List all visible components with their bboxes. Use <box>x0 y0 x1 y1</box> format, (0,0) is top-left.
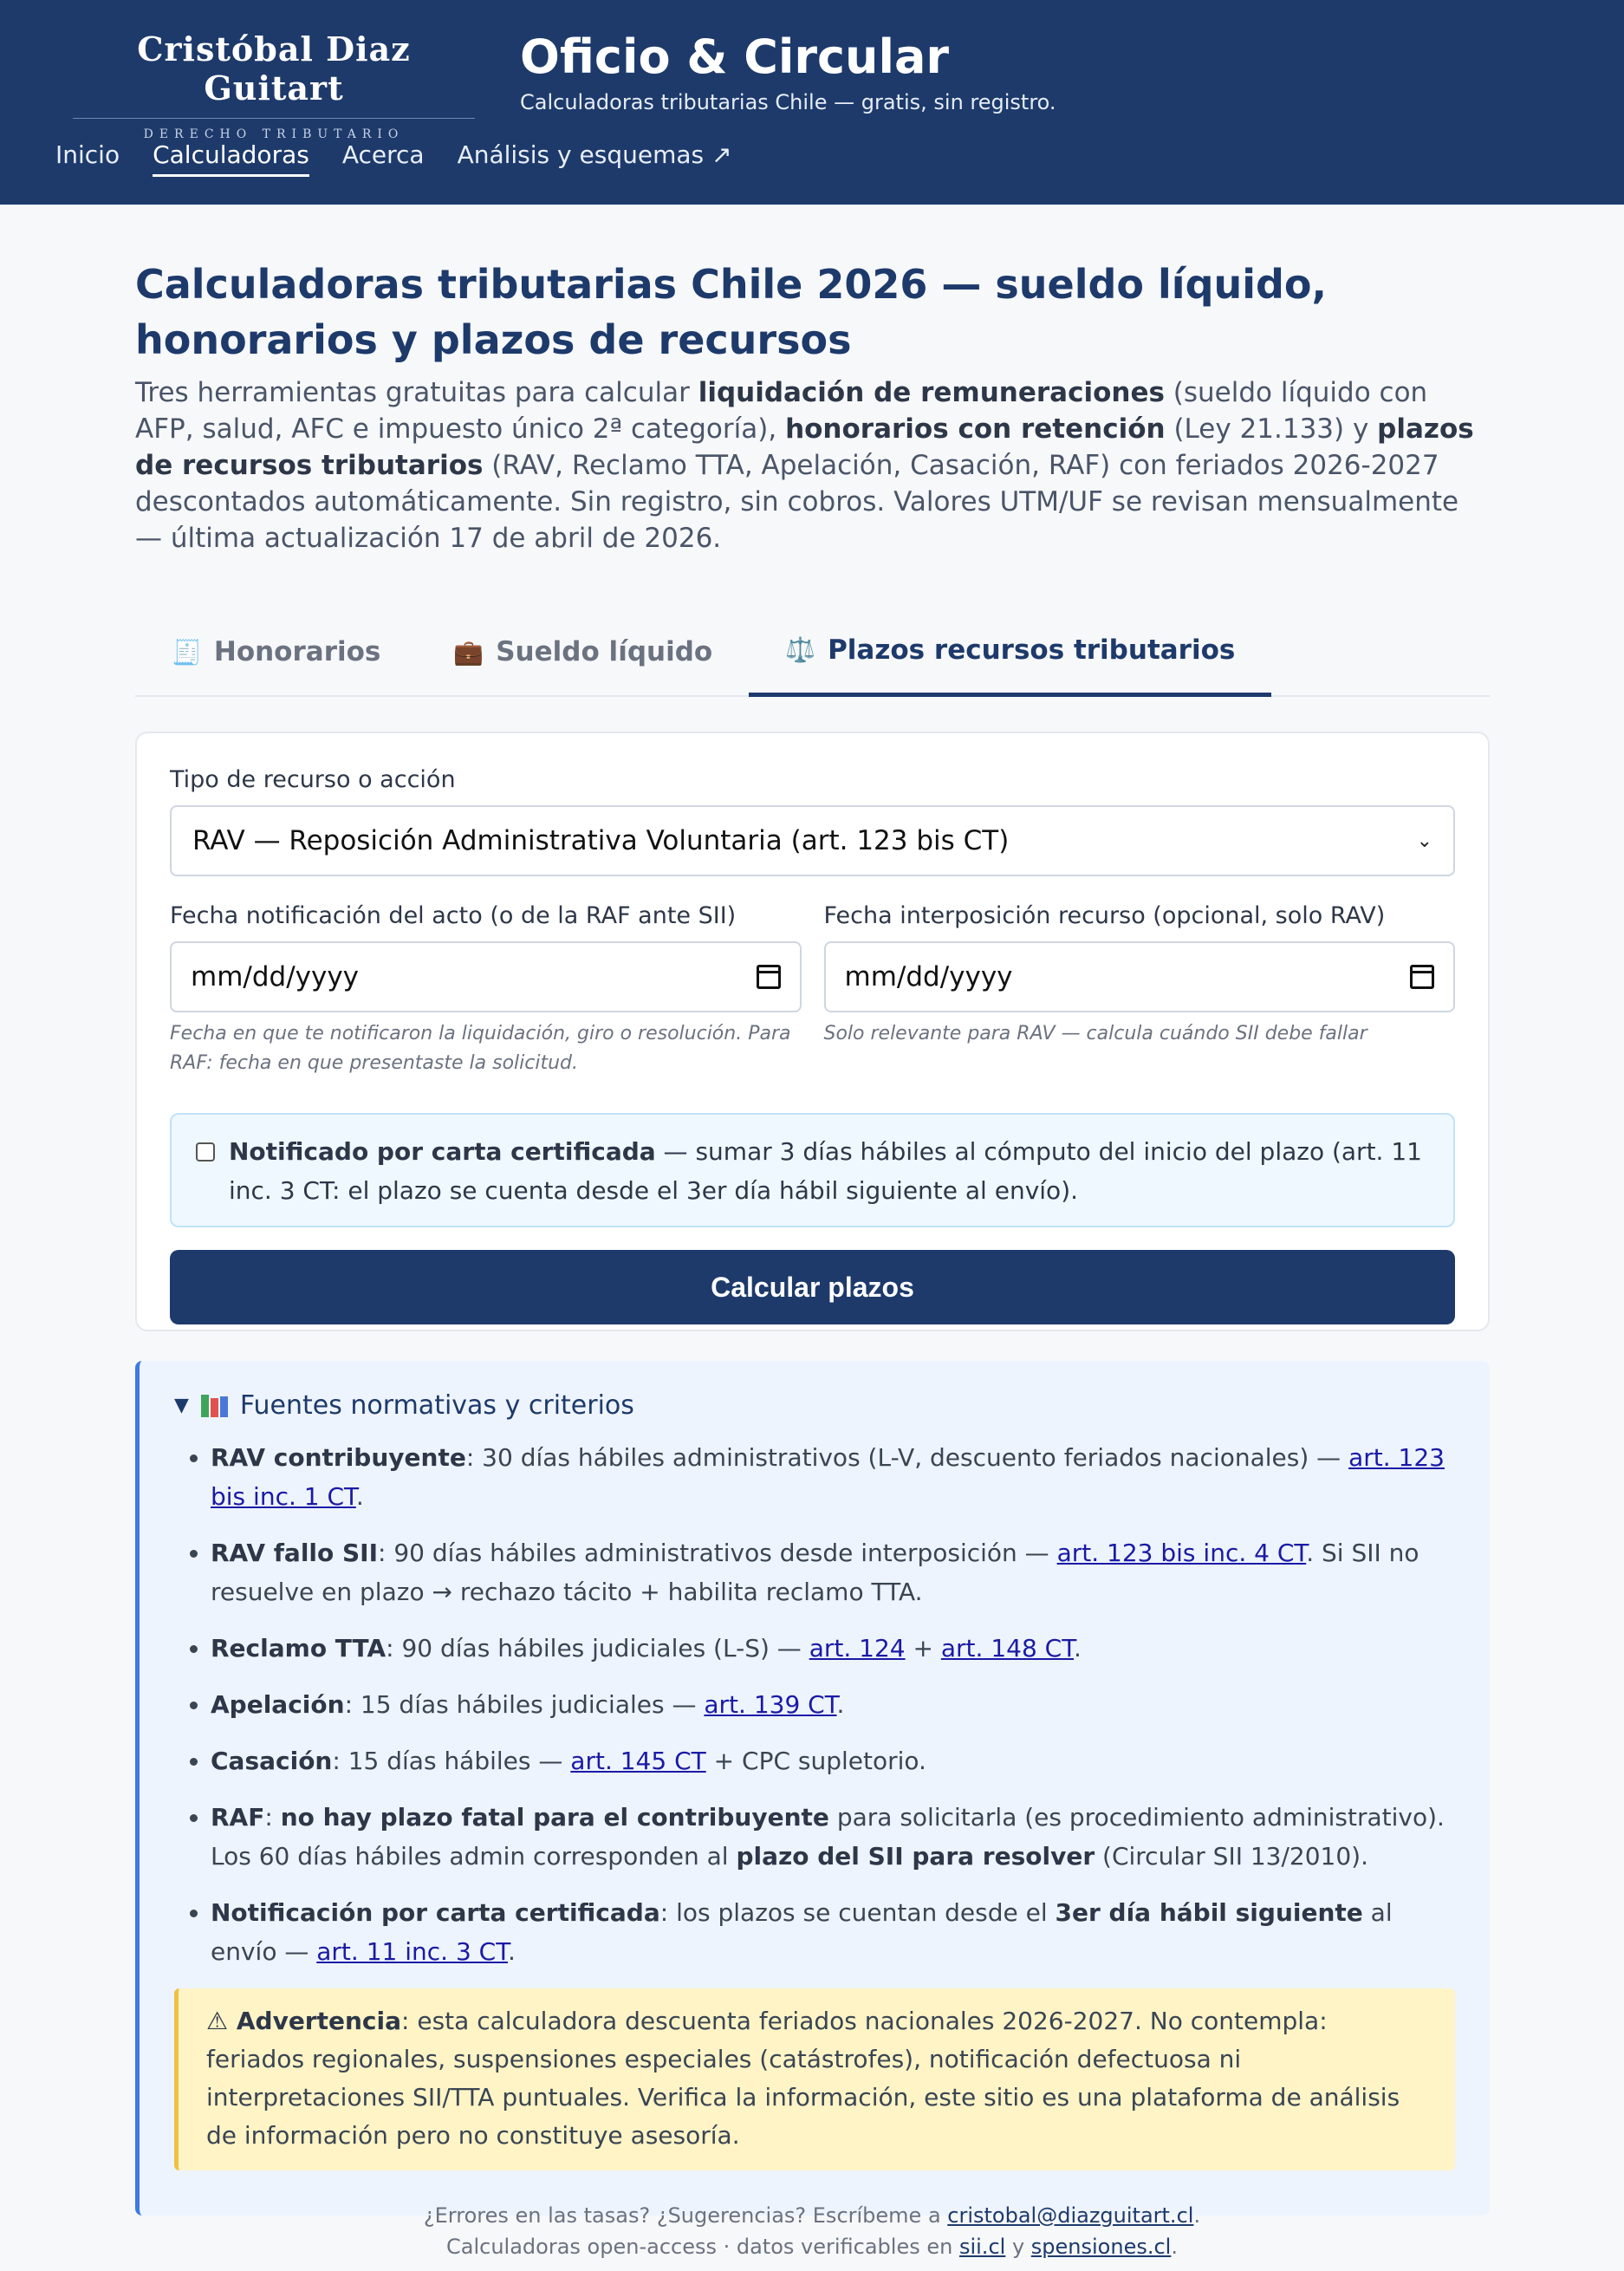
date-fields-row <box>170 902 1455 1078</box>
triangle-down-icon: ▼ <box>174 1395 189 1416</box>
law-link[interactable]: art. 11 inc. 3 CT <box>316 1937 509 1966</box>
fuentes-title: Fuentes normativas y criterios <box>239 1390 634 1421</box>
item-text: para solicitarla (es procedimiento administrativo). Los 60 días hábiles admin corresponden al <box>211 1803 1445 1871</box>
item-text: . <box>1074 1634 1082 1663</box>
law-link[interactable]: art. 123 bis inc. 4 CT <box>1056 1539 1307 1567</box>
item-text: : 90 días hábiles judiciales (L-S) — <box>386 1634 809 1663</box>
item-title: Reclamo TTA <box>211 1634 387 1663</box>
nav-link-acerca[interactable]: Acerca <box>341 140 425 169</box>
item-text: + <box>905 1634 941 1663</box>
list-item <box>211 1533 1455 1611</box>
fecha-interposicion-help: Solo relevante para RAV — calcula cuándo SII debe fallar <box>823 1023 1367 1044</box>
intro-text: (Ley 21.133) y <box>1165 413 1378 445</box>
fuentes-normativas-box <box>135 1361 1490 2216</box>
footer-email-link[interactable]: cristobal@diazguitart.cl <box>947 2203 1194 2228</box>
main-nav <box>55 140 731 177</box>
site-title: Oficio & Circular <box>520 29 950 84</box>
carta-certificada-desc: — sumar 3 días hábiles al cómputo del inicio del plazo (art. 11 inc. 3 CT: el plazo se cuenta desde el 3er día hábil siguiente al envío). <box>229 1137 1422 1205</box>
item-text: : 90 días hábiles administrativos desde interposición — <box>378 1539 1057 1567</box>
tab-sueldo-liquido[interactable] <box>417 607 749 697</box>
calendar-icon[interactable] <box>757 965 781 989</box>
item-title: Apelación <box>211 1690 345 1719</box>
briefcase-icon: 💼 <box>453 637 484 667</box>
tipo-recurso-select[interactable] <box>170 805 1455 876</box>
site-tagline: Calculadoras tributarias Chile — gratis, sin registro. <box>520 90 1056 114</box>
item-text: . <box>355 1482 364 1511</box>
tab-plazos-recursos[interactable] <box>749 607 1271 697</box>
intro-text: (sueldo líquido con AFP, salud, AFC e impuesto único 2ª categoría), <box>135 377 1428 445</box>
item-emphasis: no hay plazo fatal para el contribuyente <box>280 1803 829 1832</box>
item-text: : <box>264 1803 281 1832</box>
footer-text: y <box>1005 2235 1031 2259</box>
tab-honorarios[interactable] <box>135 607 417 697</box>
list-item <box>211 1798 1455 1876</box>
footer-text: . <box>1193 2203 1201 2228</box>
list-item <box>211 1893 1455 1971</box>
site-footer <box>0 2200 1624 2262</box>
law-link[interactable]: art. 148 CT <box>940 1634 1074 1663</box>
tab-label: Honorarios <box>213 636 381 667</box>
intro-bold: liquidación de remuneraciones <box>698 377 1165 408</box>
law-link[interactable]: art. 139 CT <box>704 1690 837 1719</box>
item-title: Notificación por carta certificada <box>211 1898 660 1927</box>
fuentes-toggle[interactable] <box>174 1390 1455 1421</box>
calculator-tabs <box>135 607 1490 697</box>
item-emphasis: plazo del SII para resolver <box>736 1842 1095 1871</box>
intro-bold: plazos de recursos tributarios <box>135 413 1474 481</box>
item-text: . <box>508 1937 516 1966</box>
receipt-icon: 🧾 <box>172 637 202 667</box>
chevron-down-icon: ⌄ <box>1416 830 1432 852</box>
nav-link-analisis[interactable]: Análisis y esquemas ↗ <box>457 140 732 169</box>
advertencia-box <box>174 1988 1455 2170</box>
list-item <box>211 1629 1455 1668</box>
tipo-recurso-label: Tipo de recurso o acción <box>170 766 456 793</box>
site-header <box>0 0 1624 205</box>
calcular-plazos-button[interactable]: Calcular plazos <box>170 1250 1455 1324</box>
brand-name: Cristóbal Diaz Guitart <box>137 29 411 107</box>
item-title: RAV fallo SII <box>211 1539 379 1567</box>
intro-text: (RAV, Reclamo TTA, Apelación, Casación, RAF) con feriados 2026-2027 descontados automáticamente. Sin registro, sin cobros. Valores UTM/UF se revisan mensualmente — última actualización 17 de abril de 2026. <box>135 450 1459 554</box>
intro-bold: honorarios con retención <box>785 413 1166 445</box>
fecha-notificacion-input[interactable] <box>170 941 802 1012</box>
carta-certificada-text <box>229 1132 1424 1210</box>
carta-certificada-option[interactable] <box>170 1113 1455 1227</box>
nav-link-calculadoras[interactable]: Calculadoras <box>153 140 309 177</box>
item-text: : los plazos se cuentan desde el <box>659 1898 1056 1927</box>
tab-label: Plazos recursos tributarios <box>828 634 1236 666</box>
warning-text: : esta calculadora descuenta feriados nacionales 2026-2027. No contempla: feriados regionales, suspensiones especiales (catástrofes), notificación defectuosa ni interpretaciones SII/TTA puntuales. Verifica la información, este sitio es una plataforma de análisis de información pero no constituye asesoría. <box>206 2007 1400 2150</box>
footer-line-1 <box>0 2200 1624 2231</box>
item-text: . Si SII no resuelve en plazo → rechazo tácito + habilita reclamo TTA. <box>211 1539 1419 1606</box>
fuentes-list <box>174 1438 1455 1971</box>
item-title: RAV contribuyente <box>211 1443 466 1472</box>
carta-certificada-checkbox[interactable] <box>196 1142 215 1162</box>
fecha-notificacion-help: Fecha en que te notificaron la liquidación, giro o resolución. Para RAF: fecha en que presentaste la solicitud. <box>170 1023 791 1074</box>
footer-text: . <box>1171 2235 1178 2259</box>
fecha-interposicion-input[interactable] <box>824 941 1456 1012</box>
footer-sii-link[interactable]: sii.cl <box>958 2235 1006 2259</box>
law-link[interactable]: art. 124 <box>809 1634 906 1663</box>
intro-paragraph <box>135 374 1490 556</box>
brand-divider <box>73 118 475 119</box>
brand-subtitle: DERECHO TRIBUTARIO <box>143 127 405 141</box>
main-content <box>135 257 1490 2216</box>
item-text: : 15 días hábiles judiciales — <box>344 1690 705 1719</box>
tipo-recurso-value: RAV — Reposición Administrativa Voluntaria (art. 123 bis CT) <box>192 825 1010 856</box>
list-item <box>211 1685 1455 1724</box>
item-title: Casación <box>211 1747 333 1775</box>
fecha-interposicion-group <box>824 902 1456 1078</box>
item-text: al envío — <box>211 1898 1393 1966</box>
date-placeholder: mm/dd/yyyy <box>844 961 1013 992</box>
brand-logo[interactable] <box>73 29 475 141</box>
scales-icon: ⚖️ <box>785 635 816 664</box>
item-text: : 15 días hábiles — <box>332 1747 571 1775</box>
item-emphasis: 3er día hábil siguiente <box>1055 1898 1363 1927</box>
item-text: . <box>836 1690 845 1719</box>
warning-label: ⚠ Advertencia <box>206 2007 402 2035</box>
calendar-icon[interactable] <box>1410 965 1434 989</box>
tab-label: Sueldo líquido <box>496 636 713 667</box>
footer-spensiones-link[interactable]: spensiones.cl <box>1030 2235 1172 2259</box>
item-text: : 30 días hábiles administrativos (L-V, descuento feriados nacionales) — <box>465 1443 1349 1472</box>
list-item <box>211 1741 1455 1780</box>
list-item <box>211 1438 1455 1516</box>
item-title: RAF <box>211 1803 265 1832</box>
date-placeholder: mm/dd/yyyy <box>191 961 360 992</box>
fecha-interposicion-label: Fecha interposición recurso (opcional, solo RAV) <box>823 902 1386 929</box>
plazos-form-card <box>135 732 1490 1331</box>
page-title: Calculadoras tributarias Chile 2026 — sueldo líquido, honorarios y plazos de recursos <box>135 261 1328 363</box>
books-icon <box>201 1395 228 1417</box>
footer-line-2 <box>0 2231 1624 2262</box>
carta-certificada-bold: Notificado por carta certificada <box>229 1137 656 1166</box>
law-link[interactable]: art. 123 bis inc. 1 CT <box>211 1443 1445 1511</box>
fecha-notificacion-group <box>170 902 802 1078</box>
nav-link-inicio[interactable]: Inicio <box>55 140 120 169</box>
footer-text: Calculadoras open-access · datos verificables en <box>446 2235 959 2259</box>
fecha-notificacion-label: Fecha notificación del acto (o de la RAF ante SII) <box>170 902 737 929</box>
footer-text: ¿Errores en las tasas? ¿Sugerencias? Escríbeme a <box>423 2203 948 2228</box>
law-link[interactable]: art. 145 CT <box>570 1747 706 1775</box>
item-text: + CPC supletorio. <box>705 1747 926 1775</box>
item-text: (Circular SII 13/2010). <box>1095 1842 1368 1871</box>
intro-text: Tres herramientas gratuitas para calcular <box>135 377 698 408</box>
